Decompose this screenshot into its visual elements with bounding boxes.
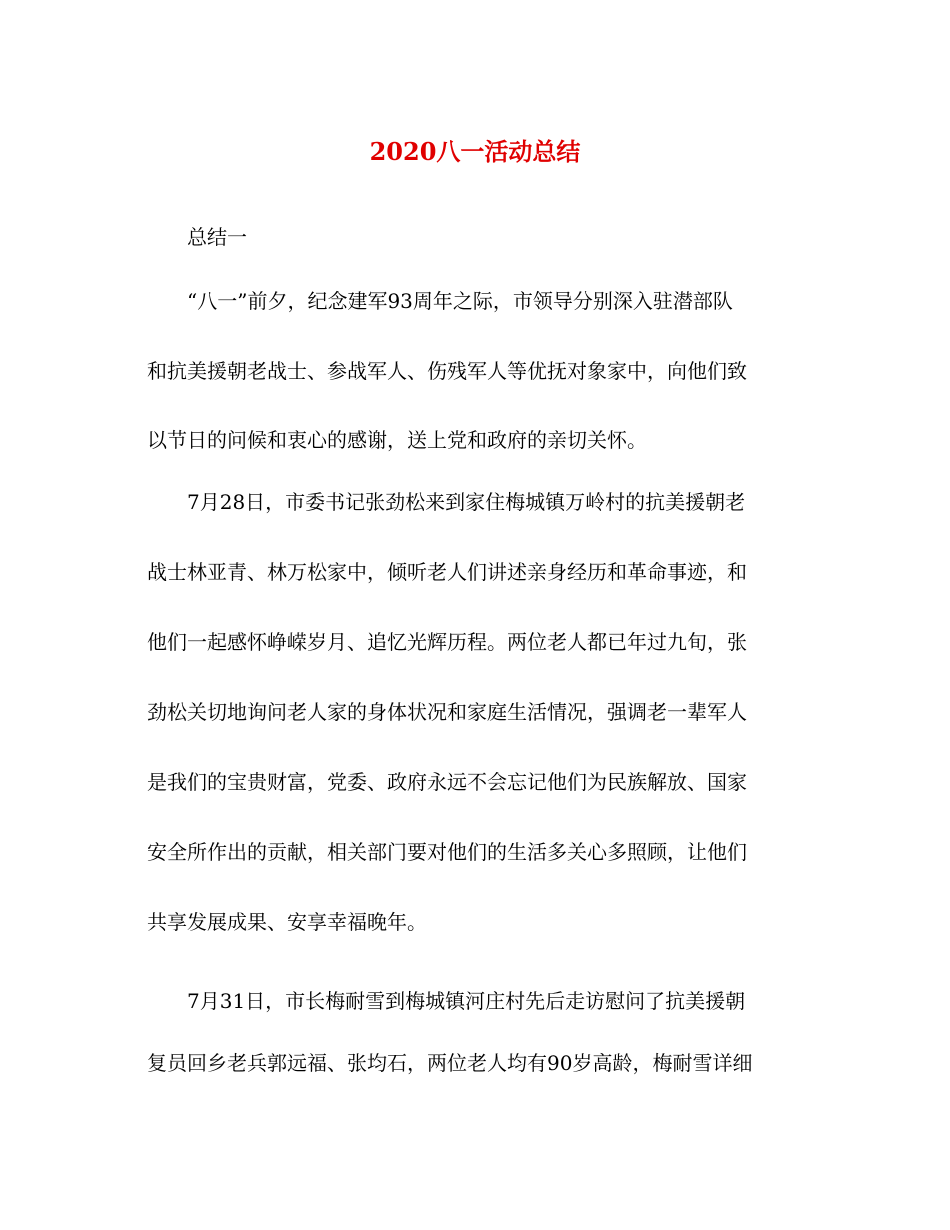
paragraph-line: 复员回乡老兵郭远福、张均石，两位老人均有90岁高龄，梅耐雪详细: [147, 1051, 753, 1075]
paragraph-line: 共享发展成果、安享幸福晚年。: [147, 910, 427, 934]
paragraph-line: 以节日的问候和衷心的感谢，送上党和政府的亲切关怀。: [147, 428, 647, 452]
section-heading: 总结一: [187, 225, 247, 249]
paragraph-line: 他们一起感怀峥嵘岁月、追忆光辉历程。两位老人都已年过九旬，张: [147, 630, 747, 654]
paragraph-line: “八一”前夕，纪念建军93周年之际，市领导分别深入驻潜部队: [187, 289, 733, 313]
paragraph-line: 安全所作出的贡献，相关部门要对他们的生活多关心多照顾，让他们: [147, 840, 747, 864]
document-title: 2020八一活动总结: [369, 137, 581, 166]
paragraph-line: 7月31日，市长梅耐雪到梅城镇河庄村先后走访慰问了抗美援朝: [187, 989, 746, 1013]
paragraph-line: 和抗美援朝老战士、参战军人、伤残军人等优抚对象家中，向他们致: [147, 359, 747, 383]
paragraph-line: 战士林亚青、林万松家中，倾听老人们讲述亲身经历和革命事迹，和: [147, 560, 747, 584]
paragraph-line: 是我们的宝贵财富，党委、政府永远不会忘记他们为民族解放、国家: [147, 770, 747, 794]
paragraph-line: 劲松关切地询问老人家的身体状况和家庭生活情况，强调老一辈军人: [147, 700, 747, 724]
paragraph-line: 7月28日，市委书记张劲松来到家住梅城镇万岭村的抗美援朝老: [187, 490, 746, 514]
